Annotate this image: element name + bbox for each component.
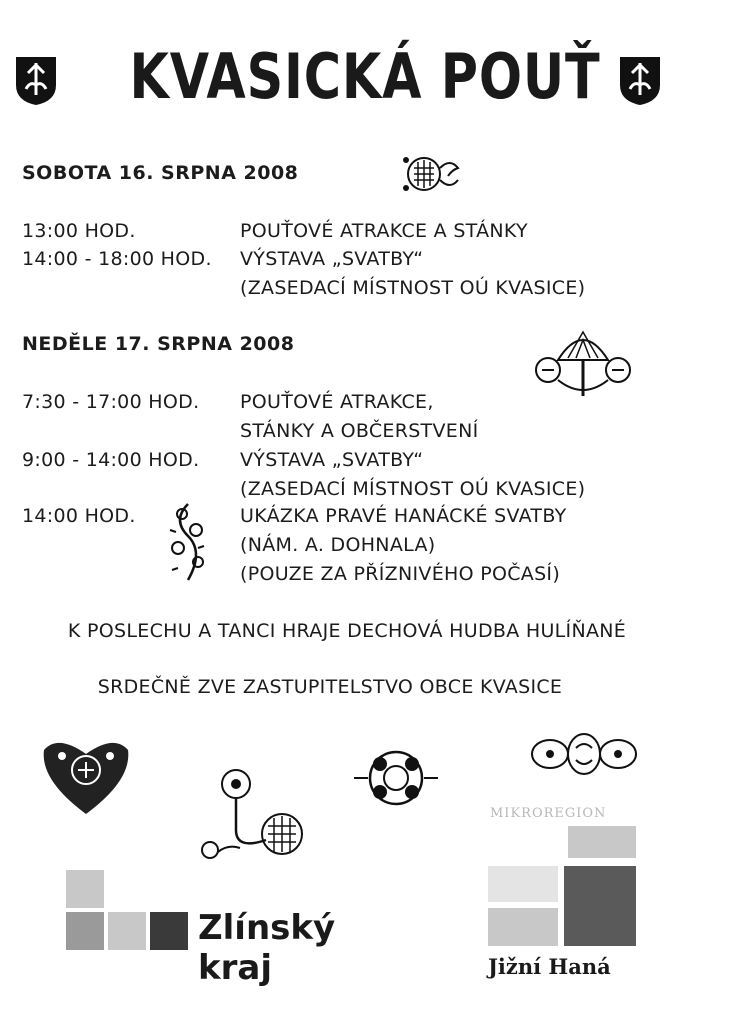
folk-rosette-ornament-icon — [350, 740, 442, 820]
logo-square-light-2 — [108, 912, 146, 950]
folk-flower-ornament-icon — [396, 150, 464, 202]
invitation-line: SRDEČNĚ ZVE ZASTUPITELSTVO OBCE KVASICE — [97, 676, 563, 698]
sat-desc-1: POUŤOVÉ ATRAKCE A STÁNKY — [240, 220, 528, 242]
sat-desc-2a: VÝSTAVA „SVATBY“ — [240, 248, 424, 270]
jh-square-3 — [564, 866, 636, 946]
jh-square-1 — [568, 826, 636, 858]
logo-square-light — [66, 870, 104, 908]
saturday-header: SOBOTA 16. SRPNA 2008 — [22, 162, 299, 184]
sun-time-1: 7:30 - 17:00 HOD. — [22, 391, 200, 413]
sat-desc-2b: (ZASEDACÍ MÍSTNOST OÚ KVASICE) — [240, 277, 586, 299]
sat-time-1: 13:00 HOD. — [22, 220, 136, 242]
folk-flowers-bouquet-icon — [196, 760, 326, 874]
folk-tulip-ornament-icon — [528, 320, 638, 404]
folk-heart-ornament-icon — [38, 730, 134, 820]
sun-desc-2b: (ZASEDACÍ MÍSTNOST OÚ KVASICE) — [240, 478, 586, 500]
sun-desc-1a: POUŤOVÉ ATRAKCE, — [240, 391, 434, 413]
music-announcement: K POSLECHU A TANCI HRAJE DECHOVÁ HUDBA HULÍŇANÉ — [67, 620, 627, 642]
sun-desc-3b: (NÁM. A. DOHNALA) — [240, 534, 436, 556]
sat-time-2: 14:00 - 18:00 HOD. — [22, 248, 212, 270]
page-title: KVASICKÁ POUŤ — [129, 40, 601, 113]
sun-desc-1b: STÁNKY A OBČERSTVENÍ — [240, 420, 479, 442]
coat-of-arms-right-icon — [618, 55, 662, 107]
zlinsky-kraj-logo — [66, 870, 416, 988]
mikroregion-label: MIKROREGION — [490, 806, 607, 821]
mikroregion-logo — [478, 798, 648, 988]
logo-square-mid — [66, 912, 104, 950]
sun-desc-2a: VÝSTAVA „SVATBY“ — [240, 449, 424, 471]
sun-desc-3a: UKÁZKA PRAVÉ HANÁCKÉ SVATBY — [240, 505, 567, 527]
folk-vine-ornament-icon — [162, 500, 214, 588]
sun-time-2: 9:00 - 14:00 HOD. — [22, 449, 200, 471]
jh-square-4 — [488, 908, 558, 946]
logo-square-dark — [150, 912, 188, 950]
folk-leaf-ornament-icon — [528, 728, 640, 788]
sun-desc-3c: (POUZE ZA PŘÍZNIVÉHO POČASÍ) — [240, 563, 561, 585]
sun-time-3: 14:00 HOD. — [22, 505, 136, 527]
zlinsky-kraj-text: Zlínský kraj — [198, 908, 336, 988]
coat-of-arms-left-icon — [14, 55, 58, 107]
jh-square-2 — [488, 866, 558, 902]
sunday-header: NEDĚLE 17. SRPNA 2008 — [22, 333, 295, 355]
jizni-hana-text: Jižní Haná — [488, 954, 611, 979]
